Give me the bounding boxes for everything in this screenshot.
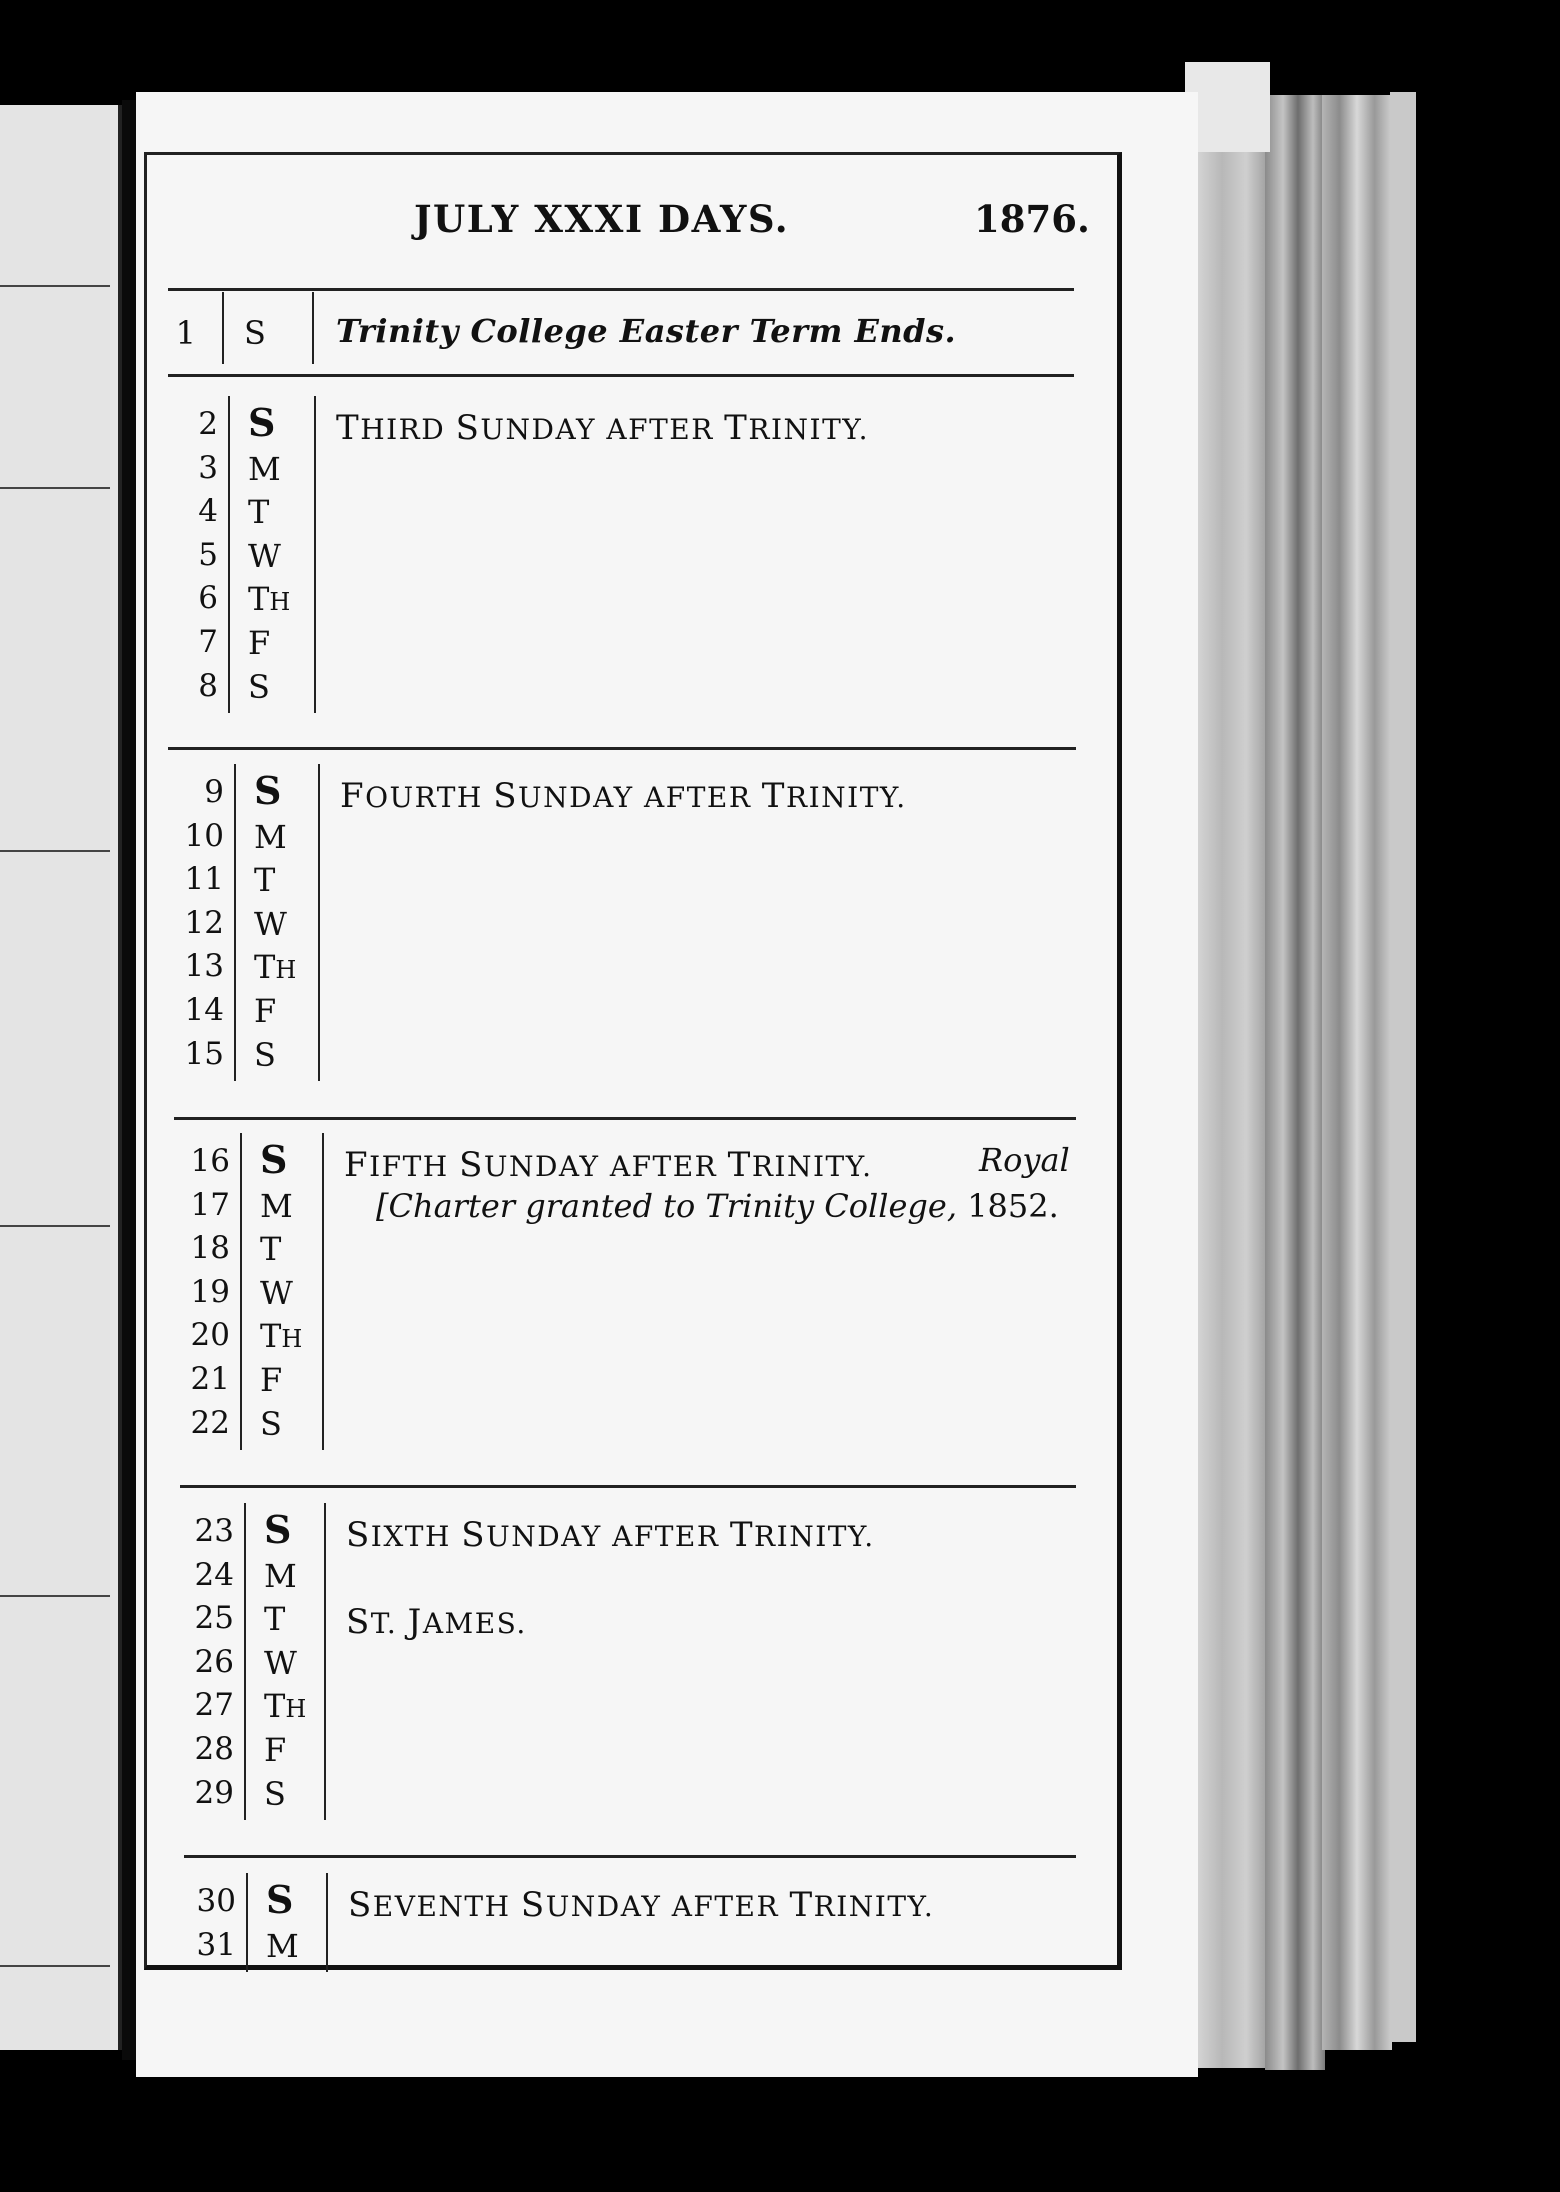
day-letter: TH	[248, 580, 291, 619]
entry-text-part: S	[493, 776, 519, 816]
entry-text-part: T	[724, 408, 749, 448]
rule	[228, 396, 230, 713]
entry-text-part: IXTH	[370, 1520, 462, 1553]
day-number: 16	[190, 1143, 230, 1179]
sunday-entry	[348, 1885, 934, 1925]
entry-text-part: S	[346, 1515, 371, 1555]
entry-text-part: T	[761, 776, 786, 816]
day-letter: M	[248, 449, 281, 488]
day-letter: T	[264, 1600, 286, 1639]
day-number: 6	[198, 580, 218, 617]
rule	[240, 1133, 242, 1450]
rule	[234, 764, 236, 1081]
day-number: 5	[198, 536, 218, 573]
note-text: Royal	[979, 1141, 1070, 1179]
rule	[174, 1117, 1076, 1120]
day-number: 24	[194, 1556, 234, 1593]
day-number: 8	[198, 667, 218, 704]
day-letter: M	[264, 1556, 297, 1595]
page-header	[136, 197, 1198, 257]
entry-text-part: T	[336, 408, 361, 448]
entry-text-part: UNDAY AFTER	[518, 781, 762, 814]
day-letter: F	[264, 1731, 287, 1769]
entry-text-part: UNDAY AFTER	[480, 413, 725, 446]
sunday-entry	[336, 408, 869, 448]
day-number: 23	[194, 1513, 234, 1549]
day-letter: W	[248, 536, 281, 575]
rule	[168, 747, 1076, 750]
entry-text-part: RINITY.	[751, 1150, 873, 1183]
rule	[318, 764, 320, 1081]
day-number: 31	[196, 1926, 236, 1963]
day-letter: F	[248, 624, 271, 662]
day-letter: F	[260, 1361, 283, 1399]
day-number: 3	[198, 449, 218, 486]
day-letter: M	[266, 1926, 299, 1965]
day-letter: S	[254, 768, 282, 813]
day-letter: M	[260, 1186, 293, 1225]
rule	[324, 1503, 326, 1820]
entry-text-part: RINITY.	[754, 1520, 875, 1553]
day-letter: M	[254, 817, 287, 856]
day-number: 18	[190, 1230, 230, 1267]
rule	[222, 292, 224, 364]
entry-text-part: RINITY.	[748, 413, 870, 446]
day-letter: TH	[264, 1687, 307, 1726]
day-letter-part: H	[269, 588, 291, 617]
entry-text-part: AMES.	[422, 1607, 527, 1641]
day-letter: S	[266, 1877, 294, 1922]
day-number: 11	[184, 861, 224, 898]
day-number: 9	[204, 774, 224, 810]
day-letter-part: H	[285, 1695, 307, 1724]
page-edges	[1190, 78, 1270, 2068]
calendar-page	[136, 92, 1198, 2077]
day-letter: T	[248, 493, 270, 532]
entry-text-part: S	[455, 408, 481, 448]
day-number: 19	[190, 1273, 230, 1310]
day-number: 2	[198, 406, 218, 442]
sunday-entry	[346, 1515, 875, 1555]
entry-text-part: F	[344, 1145, 370, 1185]
rule	[168, 374, 1074, 377]
day-number: 20	[190, 1317, 230, 1354]
entry-text-part: HIRD	[360, 413, 456, 446]
rule	[180, 1485, 1076, 1488]
rule	[326, 1873, 328, 1972]
entry-text-part: IFTH	[369, 1150, 460, 1183]
left-facing-page	[0, 105, 122, 2050]
note-text: [Charter granted to Trinity College, 1852.	[376, 1187, 1059, 1225]
rule	[184, 1855, 1076, 1858]
rule	[322, 1133, 324, 1450]
page-edges	[1322, 95, 1392, 2050]
day-number: 15	[184, 1035, 224, 1072]
entry-text-part: T	[727, 1145, 752, 1185]
entry-text-part: J	[407, 1602, 423, 1643]
entry-text-part: UNDAY AFTER	[486, 1520, 730, 1553]
entry-text-part: UNDAY AFTER	[545, 1890, 790, 1923]
rule	[314, 396, 316, 713]
entry-text-part: UNDAY AFTER	[483, 1150, 728, 1183]
month-title: JULY XXXI DAYS.	[414, 197, 790, 241]
day-letter: W	[260, 1273, 293, 1312]
day-letter-part: H	[281, 1325, 303, 1354]
entry-text-part: S	[459, 1145, 484, 1185]
day-letter-part: H	[275, 956, 297, 985]
day-number: 14	[184, 992, 224, 1028]
day-letter: W	[254, 904, 287, 943]
day-number: 30	[196, 1883, 236, 1919]
entry-text-part: S	[461, 1515, 487, 1555]
sunday-entry	[340, 776, 907, 816]
sunday-entry	[344, 1145, 872, 1185]
day-letter: S	[260, 1137, 288, 1182]
day-letter: W	[264, 1643, 297, 1682]
day-letter: TH	[254, 948, 297, 987]
day-letter: S	[264, 1774, 286, 1813]
day-number: 7	[198, 624, 218, 660]
entry-text-part: F	[340, 776, 366, 816]
day-letter: S	[244, 314, 266, 352]
day-letter: S	[254, 1035, 276, 1074]
rule	[244, 1503, 246, 1820]
day-number: 25	[194, 1600, 234, 1637]
note-year: 1852.	[967, 1187, 1059, 1225]
day-number: 1	[175, 314, 196, 352]
entry-text-part: T	[789, 1885, 814, 1925]
entry-text-part: T	[729, 1515, 755, 1555]
day-letter: T	[254, 861, 276, 900]
day-letter: TH	[260, 1317, 303, 1356]
year-label: 1876.	[974, 197, 1090, 241]
day-number: 22	[190, 1404, 230, 1441]
rule	[312, 292, 314, 364]
feast-entry	[346, 1602, 527, 1642]
entry-text-part: S	[348, 1885, 373, 1925]
day-number: 28	[194, 1731, 234, 1767]
day-number: 17	[190, 1186, 230, 1223]
day-number: 27	[194, 1687, 234, 1724]
entry-text-part: S	[346, 1602, 371, 1643]
entry-text-part: RINITY.	[785, 781, 907, 814]
entry-text-part: S	[520, 1885, 546, 1925]
page-edges	[1265, 95, 1325, 2070]
day-number: 13	[184, 948, 224, 985]
entry-text: Trinity College Easter Term Ends.	[336, 312, 957, 350]
rule	[168, 288, 1074, 291]
entry-text-part: T.	[370, 1607, 408, 1641]
entry-text-part: RINITY.	[813, 1890, 935, 1923]
day-number: 26	[194, 1643, 234, 1680]
day-letter: S	[260, 1404, 282, 1443]
day-letter: S	[264, 1507, 292, 1552]
rule	[246, 1873, 248, 1972]
day-letter: S	[248, 400, 276, 445]
page-edges	[1390, 92, 1416, 2042]
day-number: 12	[184, 904, 224, 941]
day-number: 29	[194, 1774, 234, 1811]
entry-text-part: EVENTH	[372, 1890, 521, 1923]
day-number: 4	[198, 493, 218, 530]
entry-text-part: OURTH	[365, 781, 494, 814]
day-number: 10	[184, 817, 224, 854]
day-letter: F	[254, 992, 277, 1030]
day-number: 21	[190, 1361, 230, 1397]
day-letter: S	[248, 667, 270, 706]
day-letter: T	[260, 1230, 282, 1269]
